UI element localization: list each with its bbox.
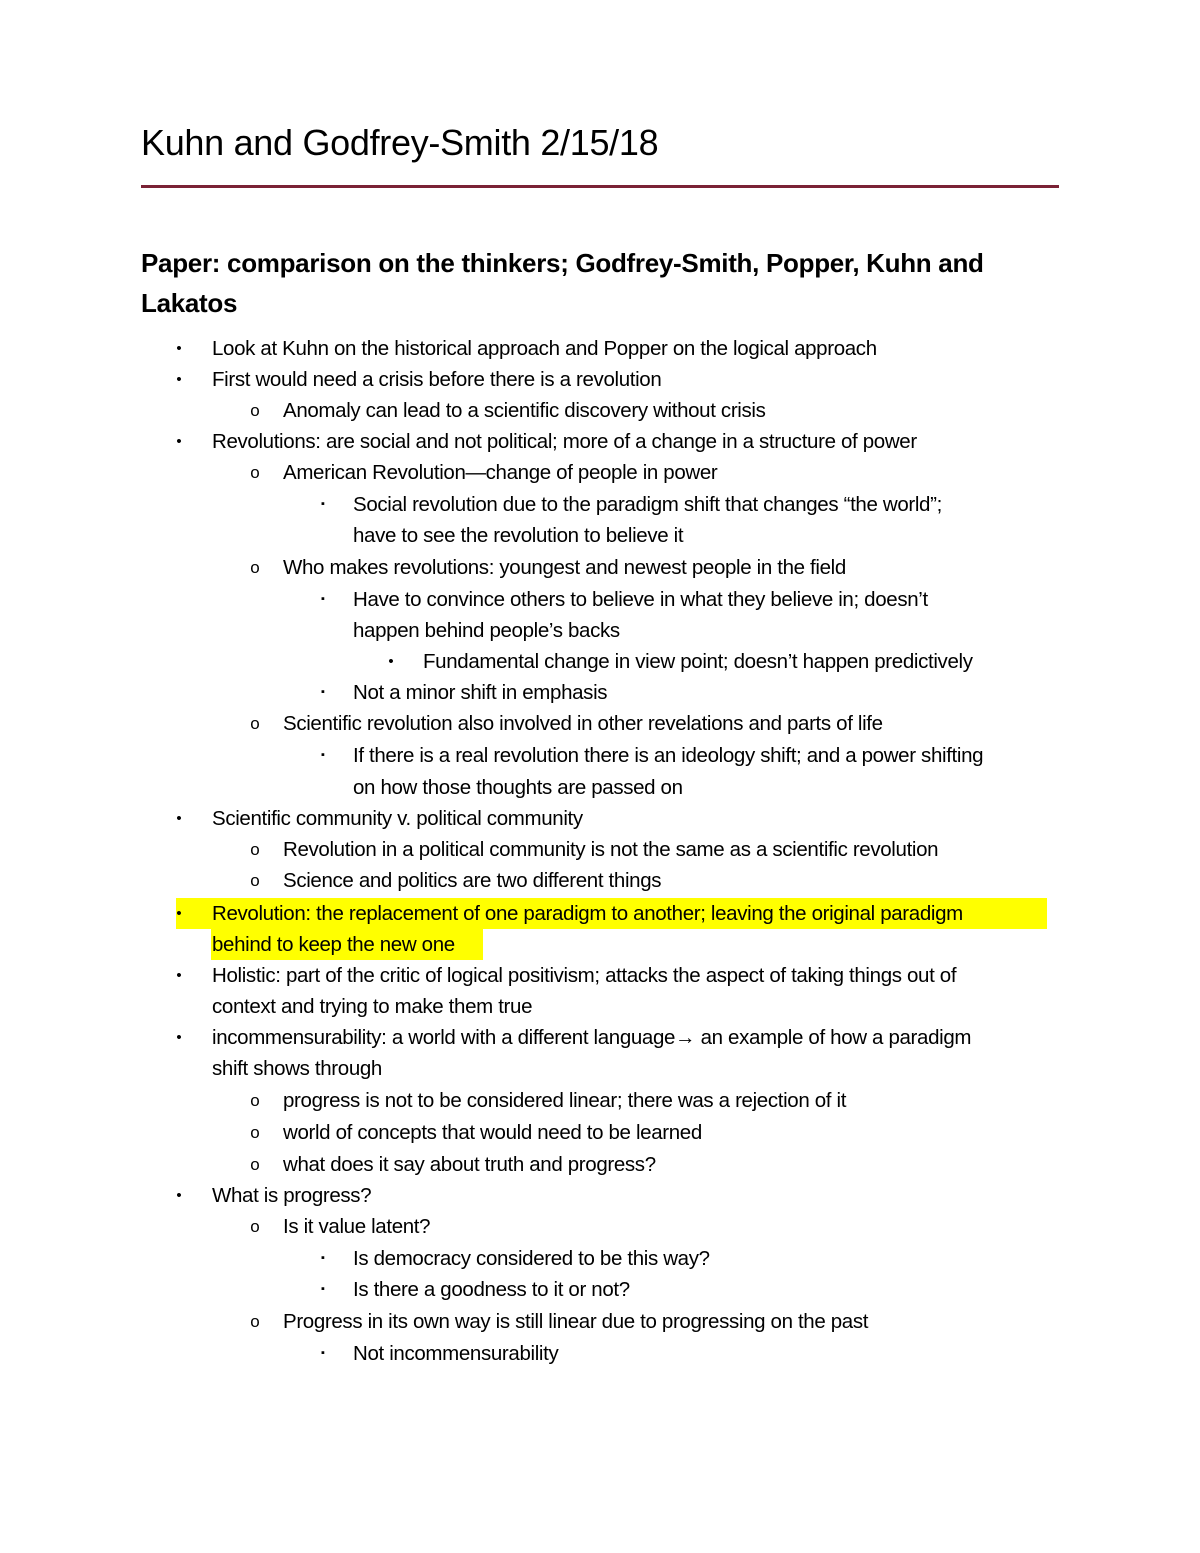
bullet-level1: •: [176, 1187, 182, 1204]
list-item: Scientific community v. political community: [212, 807, 583, 830]
bullet-level1: •: [176, 967, 182, 984]
section-heading: Paper: comparison on the thinkers; Godfrey-Smith, Popper, Kuhn and Lakatos: [141, 248, 984, 318]
list-item: Is there a goodness to it or not?: [353, 1278, 630, 1301]
list-item-continuation: shift shows through: [212, 1057, 382, 1080]
list-item: Holistic: part of the critic of logical positivism; attacks the aspect of taking things out of: [212, 964, 957, 987]
list-item: What is progress?: [212, 1184, 372, 1207]
list-item: If there is a real revolution there is an ideology shift; and a power shifting: [353, 744, 984, 767]
list-item: Not incommensurability: [353, 1342, 559, 1365]
list-item: Fundamental change in view point; doesn’t happen predictively: [423, 650, 973, 673]
list-item: Is democracy considered to be this way?: [353, 1247, 710, 1270]
bullet-level1: •: [176, 810, 182, 827]
title-divider: [141, 185, 1059, 188]
list-item: Not a minor shift in emphasis: [353, 681, 608, 704]
list-item: Look at Kuhn on the historical approach and Popper on the logical approach: [212, 337, 877, 360]
bullet-level2: o: [250, 558, 260, 577]
bullet-level2: o: [250, 1155, 260, 1174]
bullet-level2: o: [250, 1091, 260, 1110]
bullet-level1: •: [176, 905, 182, 922]
highlighted-list-item-continuation: behind to keep the new one: [212, 933, 455, 956]
list-item: First would need a crisis before there is a revolution: [212, 368, 662, 391]
list-item-continuation: have to see the revolution to believe it: [353, 524, 684, 547]
bullet-level2: o: [250, 714, 260, 733]
list-item: Science and politics are two different things: [283, 869, 662, 892]
list-item-continuation: happen behind people’s backs: [353, 619, 620, 642]
list-item: Anomaly can lead to a scientific discovery without crisis: [283, 399, 766, 422]
bullet-level3: ▪: [321, 749, 325, 761]
bullet-level3: ▪: [321, 498, 325, 510]
list-item: Progress in its own way is still linear due to progressing on the past: [283, 1310, 869, 1333]
bullet-level1: •: [176, 433, 182, 450]
bullet-level2: o: [250, 401, 260, 420]
list-item: what does it say about truth and progress?: [283, 1153, 656, 1176]
bullet-level1: •: [176, 371, 182, 388]
highlighted-list-item: Revolution: the replacement of one paradigm to another; leaving the original paradigm: [212, 902, 963, 925]
list-item: Who makes revolutions: youngest and newest people in the field: [283, 556, 846, 579]
document-title: Kuhn and Godfrey-Smith 2/15/18: [141, 122, 659, 163]
list-item: Revolutions: are social and not political; more of a change in a structure of power: [212, 430, 917, 453]
bullet-level4: •: [388, 653, 394, 670]
list-item: world of concepts that would need to be learned: [283, 1121, 702, 1144]
bullet-level2: o: [250, 463, 260, 482]
list-item: Social revolution due to the paradigm shift that changes “the world”;: [353, 493, 942, 516]
list-item: Scientific revolution also involved in other revelations and parts of life: [283, 712, 883, 735]
bullet-level2: o: [250, 1217, 260, 1236]
list-item: Revolution in a political community is not the same as a scientific revolution: [283, 838, 939, 861]
bullet-level2: o: [250, 871, 260, 890]
list-item: incommensurability: a world with a different language→ an example of how a paradigm: [212, 1026, 972, 1049]
bullet-level3: ▪: [321, 1283, 325, 1295]
bullet-level2: o: [250, 1123, 260, 1142]
list-item-continuation: on how those thoughts are passed on: [353, 776, 683, 799]
bullet-level2: o: [250, 840, 260, 859]
list-item: Is it value latent?: [283, 1215, 431, 1238]
bullet-level3: ▪: [321, 593, 325, 605]
list-item: progress is not to be considered linear; there was a rejection of it: [283, 1089, 847, 1112]
bullet-level3: ▪: [321, 686, 325, 698]
list-item: American Revolution—change of people in power: [283, 461, 718, 484]
list-item-continuation: context and trying to make them true: [212, 995, 533, 1018]
bullet-level1: •: [176, 340, 182, 357]
bullet-level3: ▪: [321, 1347, 325, 1359]
bullet-level2: o: [250, 1312, 260, 1331]
list-item: Have to convince others to believe in what they believe in; doesn’t: [353, 588, 928, 611]
bullet-level1: •: [176, 1029, 182, 1046]
bullet-level3: ▪: [321, 1252, 325, 1264]
